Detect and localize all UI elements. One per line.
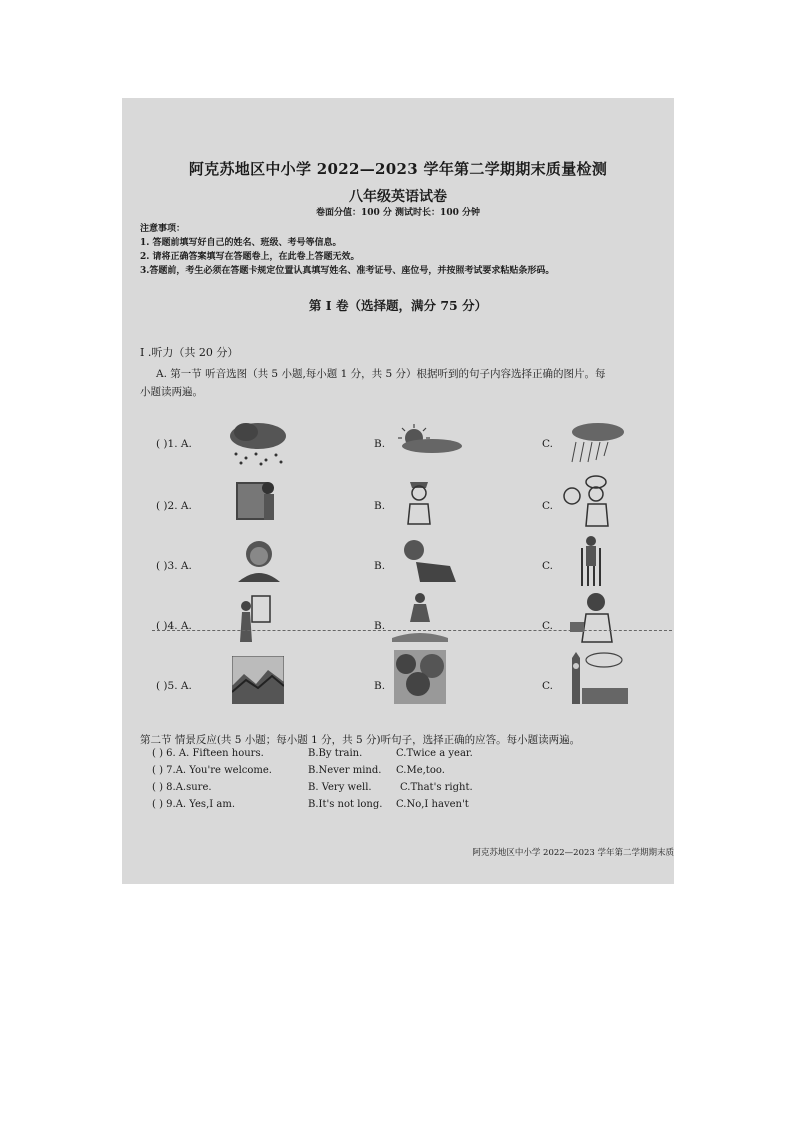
question-number: ( )2. A. — [156, 500, 192, 512]
planting-icon — [390, 592, 450, 644]
rain-cloud-icon — [562, 420, 628, 464]
question-stem: ( ) 7.A. You're welcome. — [152, 765, 272, 776]
notes-heading: 注意事项： — [140, 224, 186, 234]
page-footer: 阿克苏地区中小学 2022—2023 学年第二学期期末质 — [472, 848, 674, 858]
question-number: ( )3. A. — [156, 560, 192, 572]
question-number: ( )5. A. — [156, 680, 192, 692]
note-item: 2. 请将正确答案填写在答题卷上，在此卷上答题无效。 — [140, 252, 360, 262]
crutches-icon — [578, 534, 604, 588]
picture-question — [122, 542, 674, 592]
option-c-label: C. — [542, 680, 553, 692]
forest-icon — [394, 650, 446, 704]
option-b: B. Very well. — [308, 782, 372, 793]
question-stem: ( ) 9.A. Yes,I am. — [152, 799, 235, 810]
question-number: ( )1. A. — [156, 438, 192, 450]
option-b-label: B. — [374, 560, 386, 572]
option-b-label: B. — [374, 620, 386, 632]
exam-title: 阿克苏地区中小学 2022—2023 学年第二学期期末质量检测 — [188, 160, 608, 178]
option-b: B.It's not long. — [308, 799, 383, 810]
chef-icon — [560, 474, 616, 528]
option-c-label: C. — [542, 560, 553, 572]
section2-heading: 第二节 情景反应(共 5 小题；每小题 1 分，共 5 分)听句子，选择正确的应答。每小题读两遍。 — [140, 734, 581, 746]
toothache-icon — [234, 536, 284, 584]
part-heading: I .听力（共 20 分） — [140, 346, 239, 359]
option-c-label: C. — [542, 500, 553, 512]
question-stem: ( ) 8.A.sure. — [152, 782, 212, 793]
option-c: C.Me,too. — [396, 765, 445, 776]
teacher-icon — [234, 478, 278, 524]
sun-cloud-icon — [388, 424, 464, 456]
note-item: 1. 答题前填写好自己的姓名、班级、考号等信息。 — [140, 238, 342, 248]
option-c: C.No,I haven't — [396, 799, 469, 810]
picture-question — [122, 602, 674, 652]
cough-icon — [396, 536, 460, 584]
option-b-label: B. — [374, 438, 386, 450]
dialog-question — [152, 782, 662, 796]
exam-paper — [122, 98, 674, 884]
dialog-question — [152, 765, 662, 779]
great-wall-icon — [232, 656, 284, 704]
question-number: ( )4. A. — [156, 620, 192, 632]
question-stem: ( ) 6. A. Fifteen hours. — [152, 748, 264, 759]
option-b-label: B. — [374, 680, 386, 692]
dialog-question — [152, 748, 662, 762]
reading-icon — [568, 592, 616, 644]
option-c-label: C. — [542, 438, 553, 450]
picture-question — [122, 420, 674, 470]
option-b: B.Never mind. — [308, 765, 382, 776]
big-ben-icon — [566, 648, 628, 704]
note-item: 3.答题前，考生必须在答题卡规定位置认真填写姓名、准考证号、座位号，并按照考试要求粘贴条形码。 — [140, 266, 555, 276]
exam-meta: 卷面分值：100 分 测试时长：100 分钟 — [316, 208, 480, 218]
section-heading: 第 I 卷（选择题，满分 75 分） — [308, 298, 488, 313]
picture-question — [122, 662, 674, 712]
instruction: A. 第一节 听音选图（共 5 小题,每小题 1 分，共 5 分）根据听到的句子内容选择正确的图片。每 — [156, 368, 606, 380]
nurse-icon — [402, 476, 436, 526]
option-b-label: B. — [374, 500, 386, 512]
exam-subtitle: 八年级英语试卷 — [349, 189, 447, 205]
dialog-question — [152, 799, 662, 813]
option-c-label: C. — [542, 620, 553, 632]
snow-cloud-icon — [226, 420, 290, 466]
fold-line — [152, 630, 672, 631]
instruction: 小题读两遍。 — [140, 386, 203, 398]
option-b: B.By train. — [308, 748, 363, 759]
option-c: C.Twice a year. — [396, 748, 473, 759]
cleaning-window-icon — [236, 594, 272, 644]
option-c: C.That's right. — [400, 782, 473, 793]
picture-question — [122, 482, 674, 532]
